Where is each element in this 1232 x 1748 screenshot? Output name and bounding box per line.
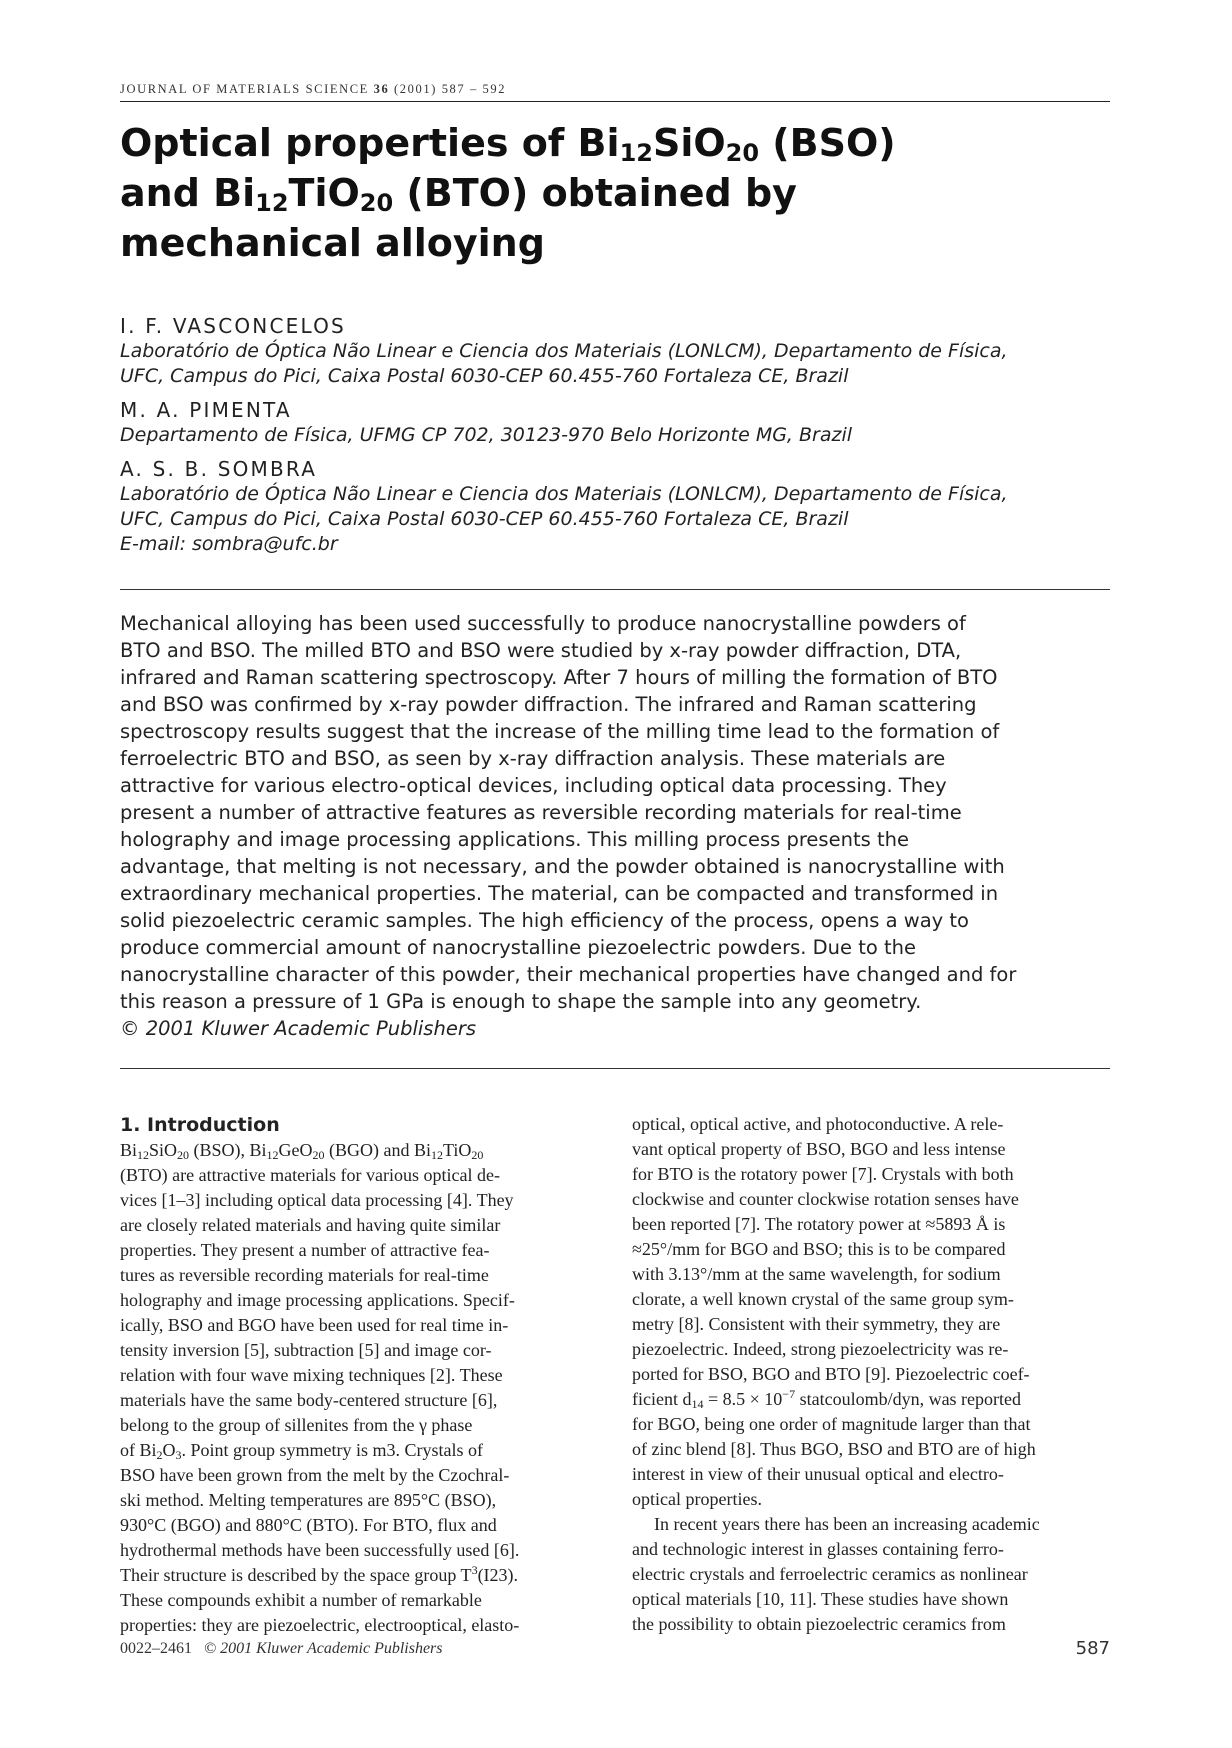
footer-publisher: © 2001 Kluwer Academic Publishers: [204, 1640, 443, 1657]
section-heading: 1. Introduction: [120, 1114, 280, 1136]
page-number: 587: [1075, 1638, 1110, 1659]
footer-issn: 0022–2461 © 2001 Kluwer Academic Publishers: [120, 1640, 443, 1657]
divider: [120, 1068, 1110, 1069]
author-name: A. S. B. SOMBRA: [120, 457, 318, 481]
abstract-copyright: © 2001 Kluwer Academic Publishers: [120, 1017, 476, 1040]
author-name: M. A. PIMENTA: [120, 398, 292, 422]
author-affiliation: Departamento de Física, UFMG CP 702, 30123-970 Belo Horizonte MG, Brazil: [120, 424, 853, 446]
volume-number: 36: [373, 82, 390, 96]
paragraph-line: $Bi_{12}SiO_{20}$ (BSO), $Bi_{12}GeO_{20}$ (BGO) and $Bi_{12}TiO_{20}$: [120, 1140, 484, 1162]
journal-name: JOURNAL OF MATERIALS SCIENCE: [120, 82, 369, 96]
author-block: [120, 313, 1120, 565]
author-name: I. F. VASCONCELOS: [120, 314, 346, 338]
paper-title: Optical properties of $Bi_{12}SiO_{20}$ (BSO) and $Bi_{12}TiO_{20}$ (BTO) obtained by mechanical alloying: [120, 121, 896, 265]
body-column-right: optical, optical active, and photoconductive. A rele- vant optical property of BSO, BGO and less intense for BTO is the rotatory power [7]. Crystals with both clockwise and counter clockwise rotation senses have been reported [7]. The rotatory power at ≈5893 Å is ≈25°/mm for BGO and BSO; this is to be compared with 3.13°/mm at the same wavelength, for sodium clorate, a well known crystal of the same group sym- metry [8]. Consistent with their symmetry, they are piezoelectric. Indeed, strong piezoelectricity was re- ported for BSO, BGO and BTO [9]. Piezoelectric coef- ficient $d_{14} = 8.5 \times 10^{-7}$ statcoulomb/dyn, was reported for BGO, being one order of magnitude larger than that of zinc blend [8]. Thus BGO, BSO and BTO are of high interest in view of their unusual optical and electro- optical properties. In recent years there has been an increasing academic and technologic interest in glasses containing ferro- electric crystals and ferroelectric ceramics as nonlinear optical materials [10, 11]. These studies have shown the possibility to obtain piezoelectric ceramics from: [632, 1114, 1040, 1634]
abstract: Mechanical alloying has been used successfully to produce nanocrystalline powders of BTO and BSO. The milled BTO and BSO were studied by x-ray powder diffraction, DTA, infrared and Raman scattering spectroscopy. After 7 hours of milling the formation of BTO and BSO was confirmed by x-ray powder diffraction. The infrared and Raman scattering spectroscopy results suggest that the increase of the milling time lead to the formation of ferroelectric BTO and BSO, as seen by x-ray diffraction analysis. These materials are attractive for various electro-optical devices, including optical data processing. They present a number of attractive features as reversible recording materials for real-time holography and image processing applications. This milling process presents the advantage, that melting is not necessary, and the powder obtained is nanocrystalline with extraordinary mechanical properties. The material, can be compacted and transformed in solid piezoelectric ceramic samples. The high efficiency of the process, opens a way to produce commercial amount of nanocrystalline piezoelectric powders. Due to the nanocrystalline character of this powder, their mechanical properties have changed and for this reason a pressure of 1 GPa is enough to shape the sample into any geometry. © 2001 Kluwer Academic Publishers: [120, 610, 1120, 1042]
running-head: [120, 82, 1110, 102]
author-email: E-mail: sombra@ufc.br: [120, 533, 338, 555]
year-pages: (2001) 587 – 592: [394, 82, 507, 96]
author-affiliation: Laboratório de Óptica Não Linear e Ciencia dos Materiais (LONLCM), Departamento de Física, UFC, Campus do Pici, Caixa Postal 6030-CEP 60.455-760 Fortaleza CE, Brazil: [120, 340, 1008, 387]
author-affiliation: Laboratório de Óptica Não Linear e Ciencia dos Materiais (LONLCM), Departamento de Física, UFC, Campus do Pici, Caixa Postal 6030-CEP 60.455-760 Fortaleza CE, Brazil E-mail: sombra@ufc.br: [120, 482, 1120, 557]
divider: [120, 589, 1110, 590]
body-column-left: 1. Introduction $Bi_{12}SiO_{20}$ (BSO), $Bi_{12}GeO_{20}$ (BGO) and $Bi_{12}TiO_{20}$ (BTO) are attractive materials for various optical de- vices [1–3] including optical data processing [4]. They are closely related materials and having quite similar properties. They present a number of attractive fea- tures as reversible recording materials for real-time holography and image processing applications. Specif- ically, BSO and BGO have been used for real time in- tensity inversion [5], subtraction [5] and image cor- relation with four wave mixing techniques [2]. These materials have the same body-centered structure [6], belong to the group of sillenites from the γ phase of $Bi_2O_3$. Point group symmetry is m3. Crystals of BSO have been grown from the melt by the Czochral- ski method. Melting temperatures are 895°C (BSO), 930°C (BGO) and 880°C (BTO). For BTO, flux and hydrothermal methods have been successfully used [6]. Their structure is described by the space group $T^3(I23)$. These compounds exhibit a number of remarkable properties: they are piezoelectric, electrooptical, elasto-: [120, 1112, 598, 1638]
